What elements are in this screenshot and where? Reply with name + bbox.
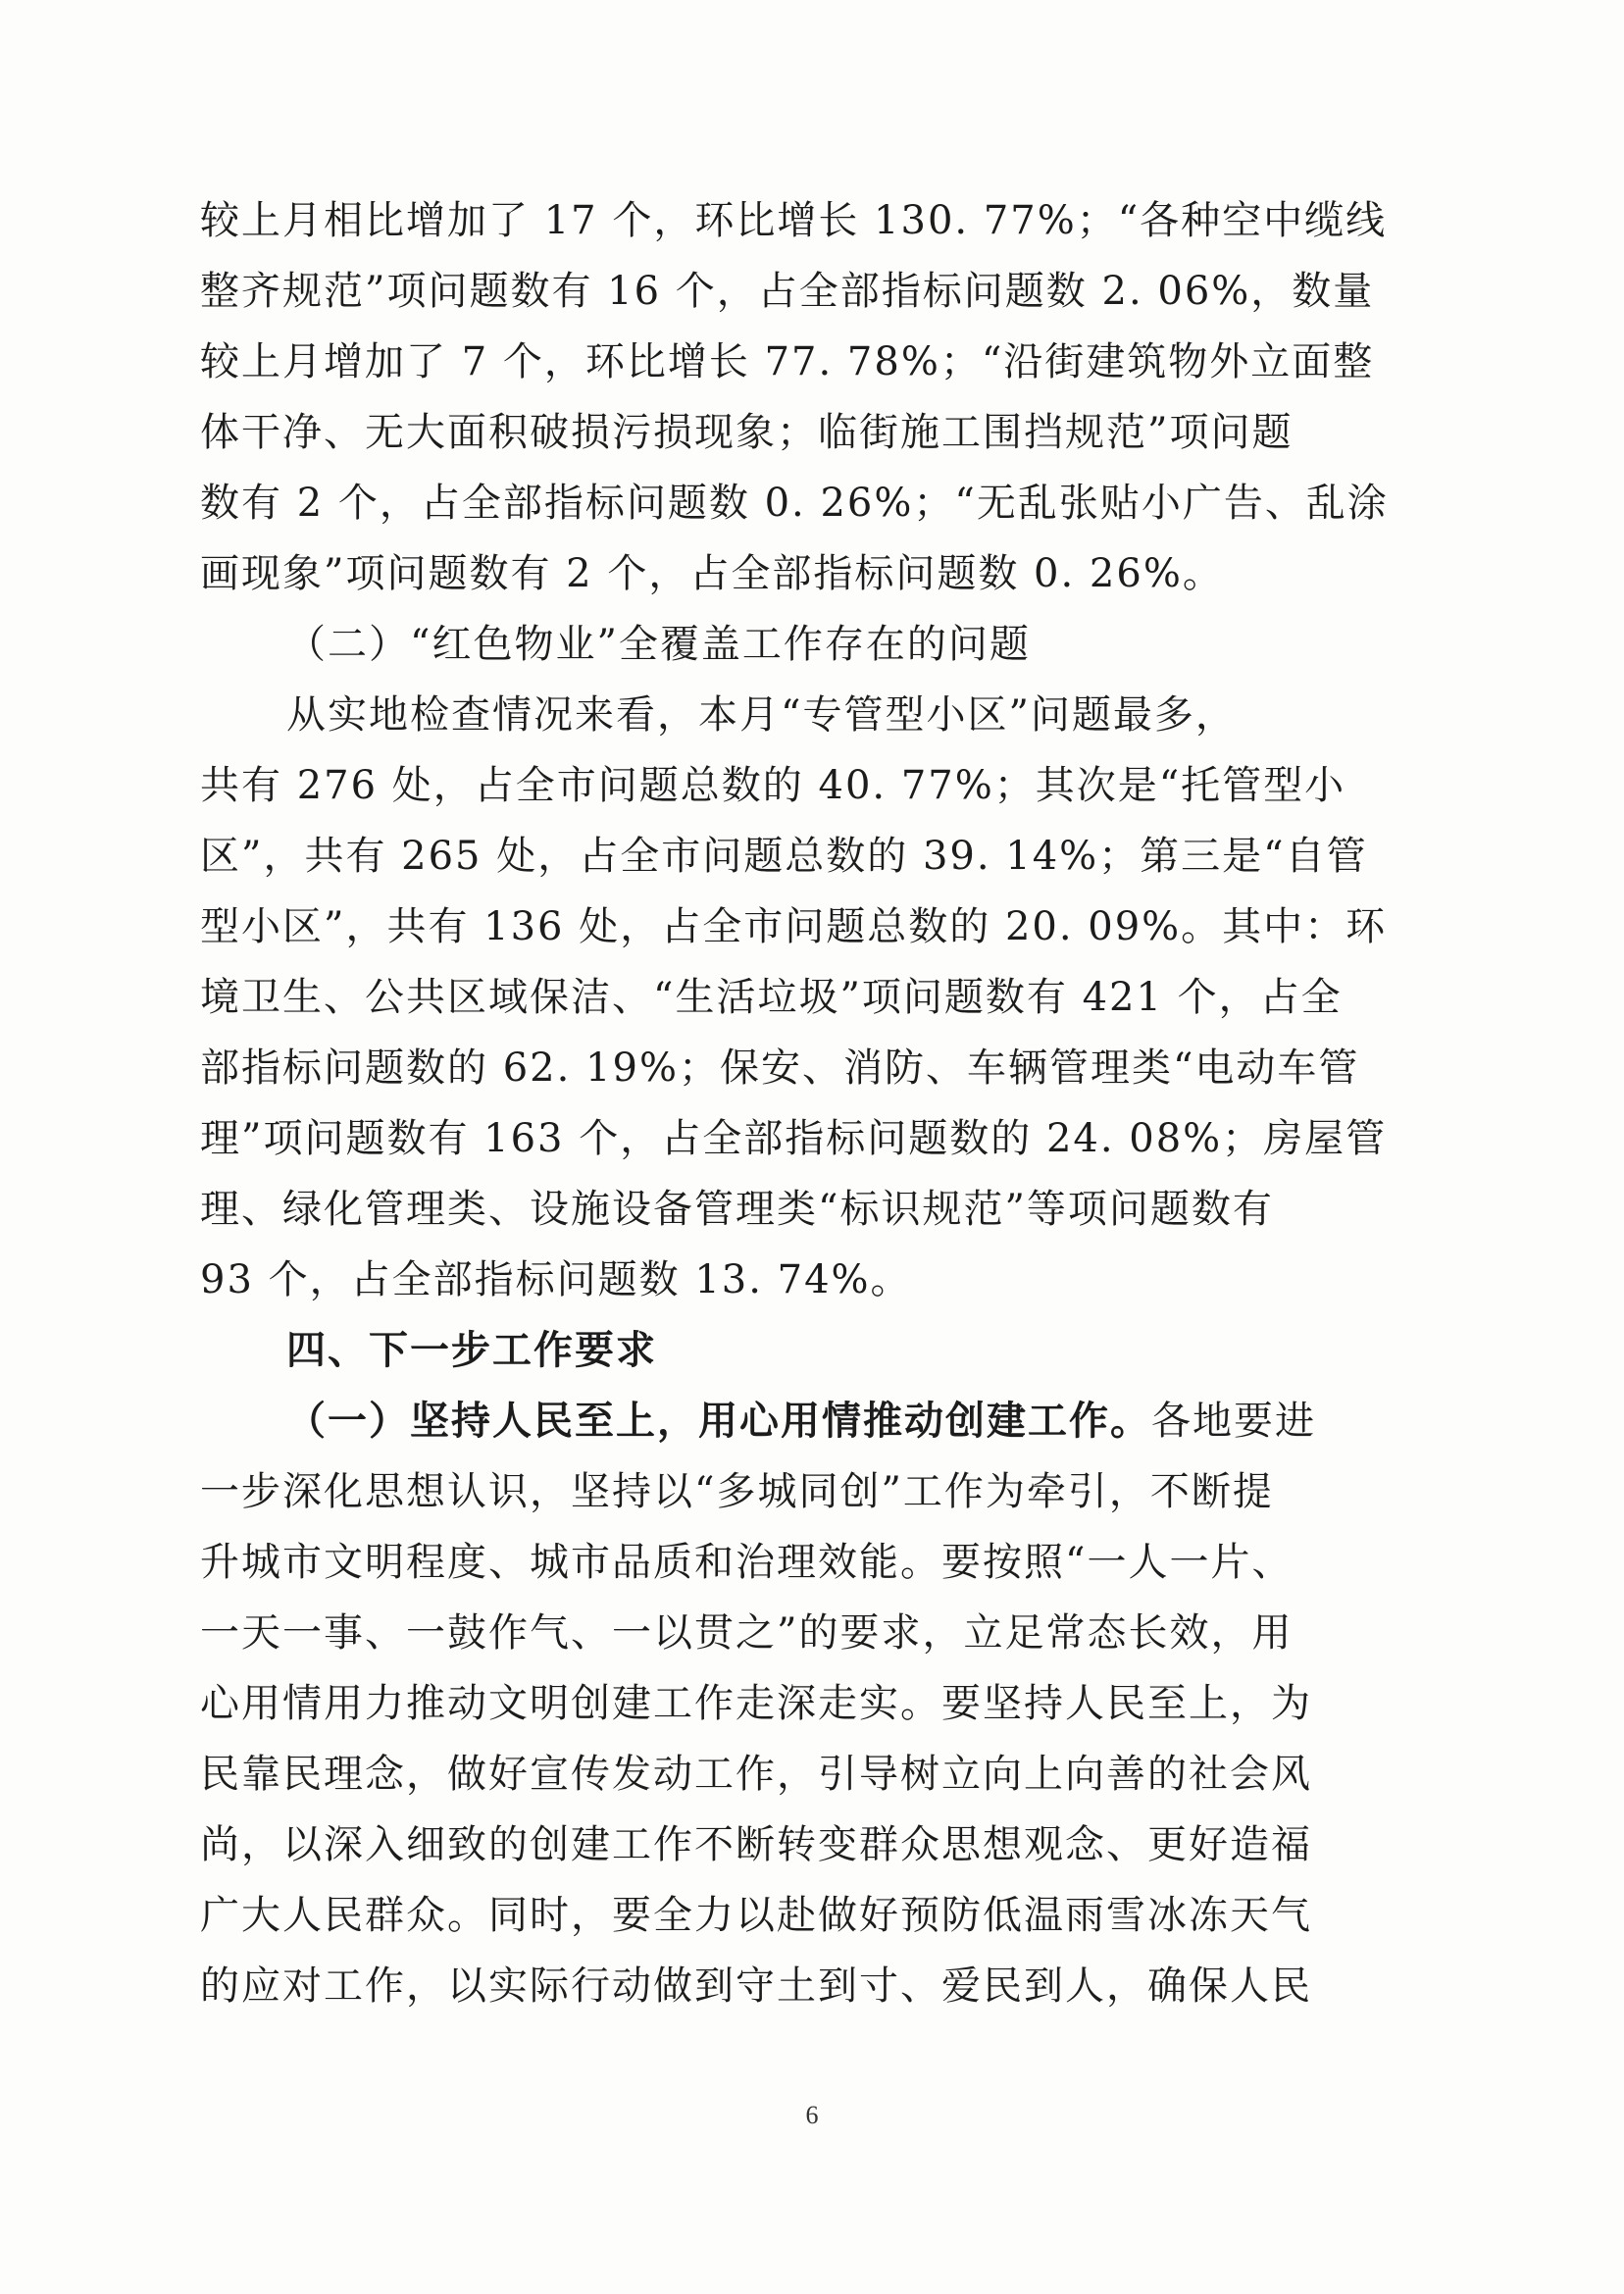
text-line: 共有 276 处，占全市问题总数的 40. 77%；其次是“托管型小 <box>200 763 1346 808</box>
text-line: 尚，以深入细致的创建工作不断转变群众思想观念、更好造福 <box>200 1822 1312 1867</box>
text-line: 的应对工作，以实际行动做到守土到寸、爱民到人，确保人民 <box>200 1963 1312 2009</box>
text-line: 广大人民群众。同时，要全力以赴做好预防低温雨雪冰冻天气 <box>200 1893 1312 1938</box>
text-line: 画现象”项问题数有 2 个，占全部指标问题数 0. 26%。 <box>200 551 1224 596</box>
text-line: 较上月增加了 7 个，环比增长 77. 78%；“沿街建筑物外立面整 <box>200 339 1375 384</box>
text-line: 数有 2 个，占全部指标问题数 0. 26%；“无乱张贴小广告、乱涂 <box>200 481 1389 526</box>
text-line: 一步深化思想认识，坚持以“多城同创”工作为牵引，不断提 <box>200 1469 1274 1514</box>
text-line: 整齐规范”项问题数有 16 个，占全部指标问题数 2. 06%，数量 <box>200 269 1375 314</box>
text-line: 部指标问题数的 62. 19%；保安、消防、车辆管理类“电动车管 <box>200 1045 1360 1091</box>
bold-subheading: （一）坚持人民至上，用心用情推动创建工作。 <box>286 1399 1151 1444</box>
text-line: 民靠民理念，做好宣传发动工作，引导树立向上向善的社会风 <box>200 1752 1312 1797</box>
text-line: 境卫生、公共区域保洁、“生活垃圾”项问题数有 421 个，占全 <box>200 975 1343 1020</box>
paragraph-2 <box>200 680 1388 1315</box>
subheading-red-property <box>200 609 1353 680</box>
text-line: 理”项问题数有 163 个，占全部指标问题数的 24. 08%；房屋管 <box>200 1116 1388 1161</box>
text-line <box>200 1386 1353 1456</box>
text-line: 较上月相比增加了 17 个，环比增长 130. 77%；“各种空中缆线 <box>200 198 1388 243</box>
text-line: 一天一事、一鼓作气、一以贯之”的要求，立足常态长效，用 <box>200 1610 1294 1656</box>
section-subheading: （二）“红色物业”全覆盖工作存在的问题 <box>286 622 1031 667</box>
section-heading: 四、下一步工作要求 <box>286 1328 657 1373</box>
page-number: 6 <box>805 2101 819 2129</box>
text-line: 型小区”，共有 136 处，占全市问题总数的 20. 09%。其中：环 <box>200 904 1388 949</box>
text-line: 体干净、无大面积破损污损现象；临街施工围挡规范”项问题 <box>200 410 1294 455</box>
paragraph-3 <box>200 1386 1353 2021</box>
subheading-continuation: 各地要进 <box>1151 1399 1316 1444</box>
text-line: 理、绿化管理类、设施设备管理类“标识规范”等项问题数有 <box>200 1187 1274 1232</box>
paragraph-1 <box>200 185 1389 609</box>
text-line: 从实地检查情况来看，本月“专管型小区”问题最多， <box>286 692 1237 738</box>
text-line: 93 个，占全部指标问题数 13. 74%。 <box>200 1257 912 1302</box>
text-line: 心用情用力推动文明创建工作走深走实。要坚持人民至上，为 <box>200 1681 1312 1726</box>
section-4-heading-block <box>200 1315 1353 1386</box>
text-line: 区”，共有 265 处，占全市问题总数的 39. 14%；第三是“自管 <box>200 834 1368 879</box>
text-line: 升城市文明程度、城市品质和治理效能。要按照“一人一片、 <box>200 1540 1294 1585</box>
